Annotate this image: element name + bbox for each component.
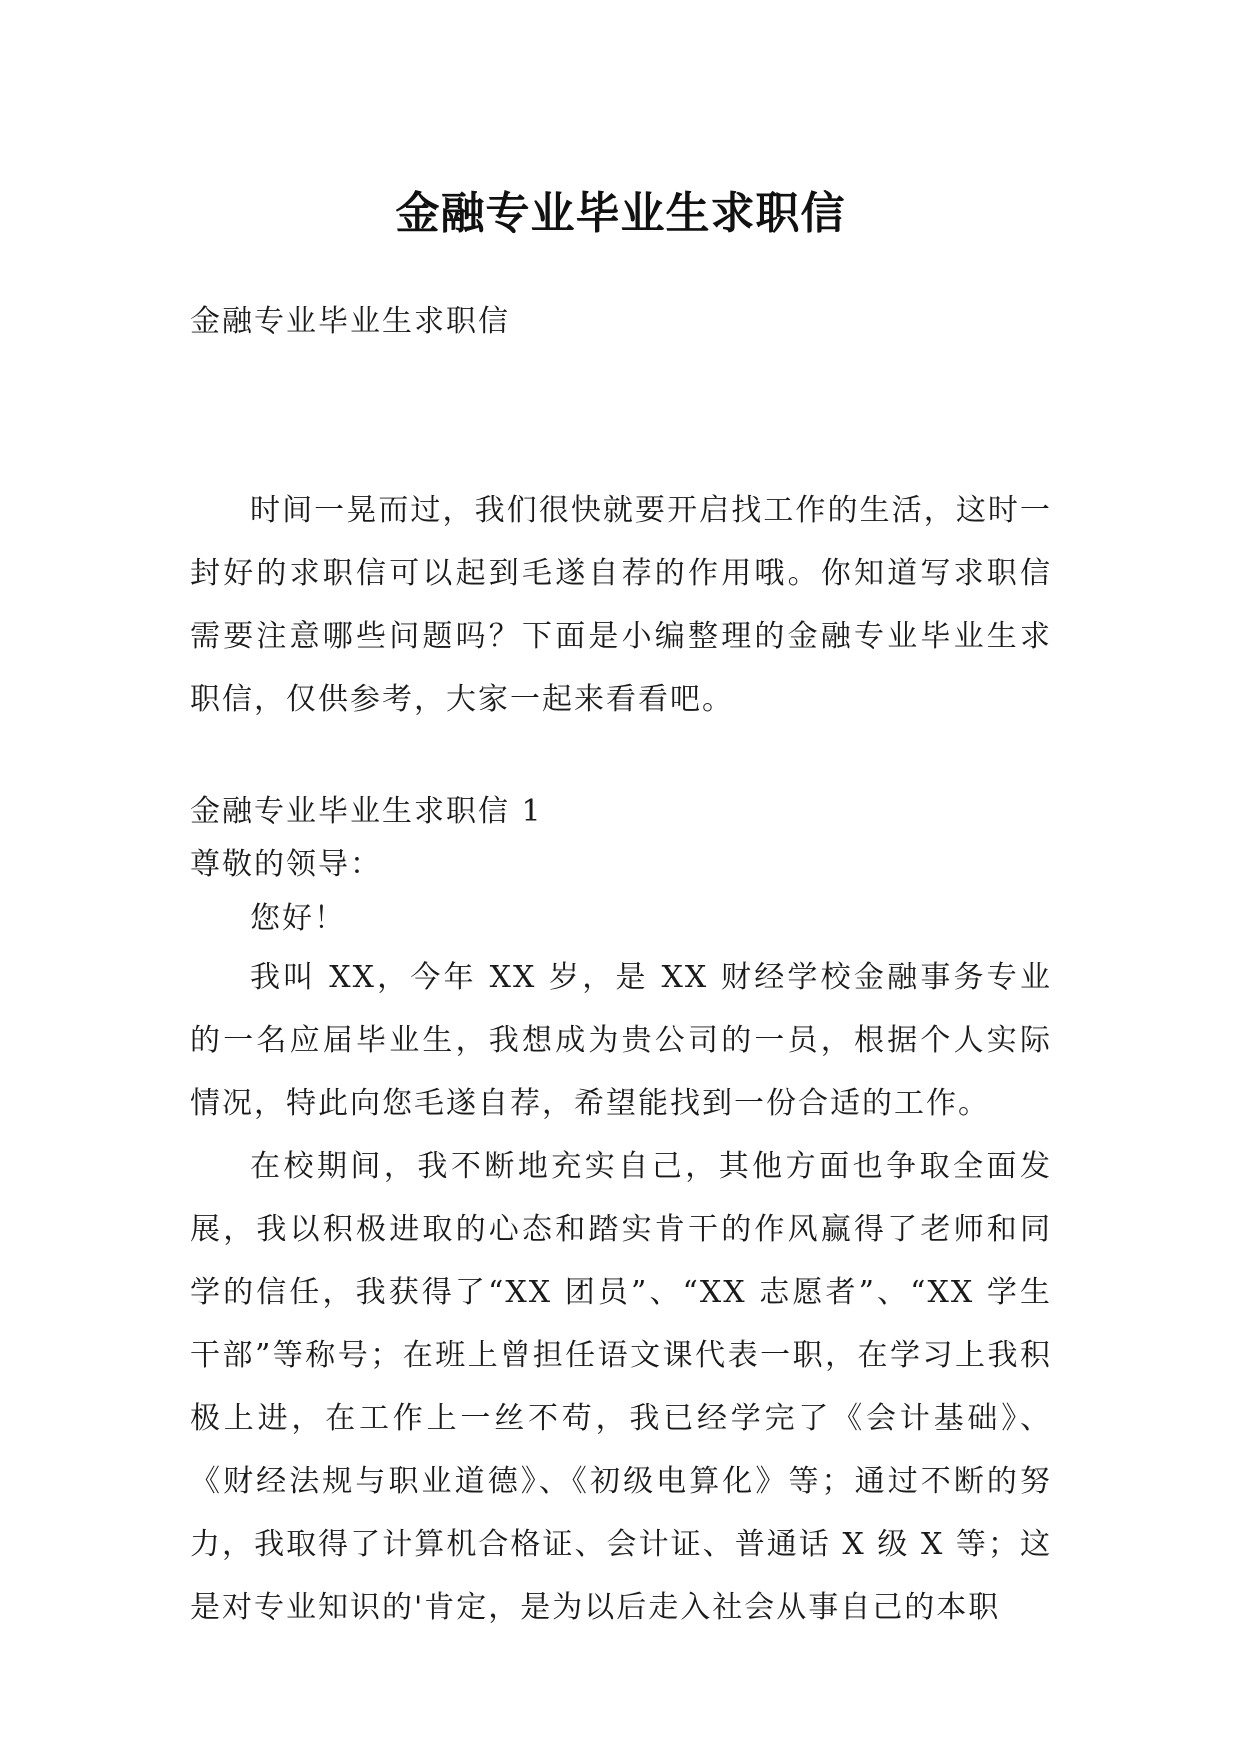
body-paragraph-1: 我叫 XX，今年 XX 岁，是 XX 财经学校金融事务专业的一名应届毕业生，我想成为贵公司的一员，根据个人实际情况，特此向您毛遂自荐，希望能找到一份合适的工作。 (190, 960, 1052, 1121)
salutation: 尊敬的领导： (190, 847, 382, 882)
intro-paragraph: 时间一晃而过，我们很快就要开启找工作的生活，这时一封好的求职信可以起到毛遂自荐的作用哦。你知道写求职信需要注意哪些问题吗？下面是小编整理的金融专业毕业生求职信，仅供参考，大家一起来看看吧。 (190, 493, 1052, 717)
document-body (190, 290, 1052, 1639)
greeting: 您好！ (250, 901, 346, 936)
document-subtitle: 金融专业毕业生求职信 (190, 304, 510, 339)
letter-heading: 金融专业毕业生求职信 1 (190, 794, 543, 829)
body-paragraph-2: 在校期间，我不断地充实自己，其他方面也争取全面发展，我以积极进取的心态和踏实肯干的作风赢得了老师和同学的信任，我获得了“XX 团员”、“XX 志愿者”、“XX 学生干部”等称号；在班上曾担任语文课代表一职，在学习上我积极上进，在工作上一丝不苟，我已经学完了《会计基础》、《财经法规与职业道德》、《初级电算化》等；通过不断的努力，我取得了计算机合格证、会计证、普通话 X 级 X 等；这是对专业知识的'肯定，是为以后走入社会从事自己的本职 (190, 1149, 1052, 1625)
document-title: 金融专业毕业生求职信 (395, 188, 846, 240)
